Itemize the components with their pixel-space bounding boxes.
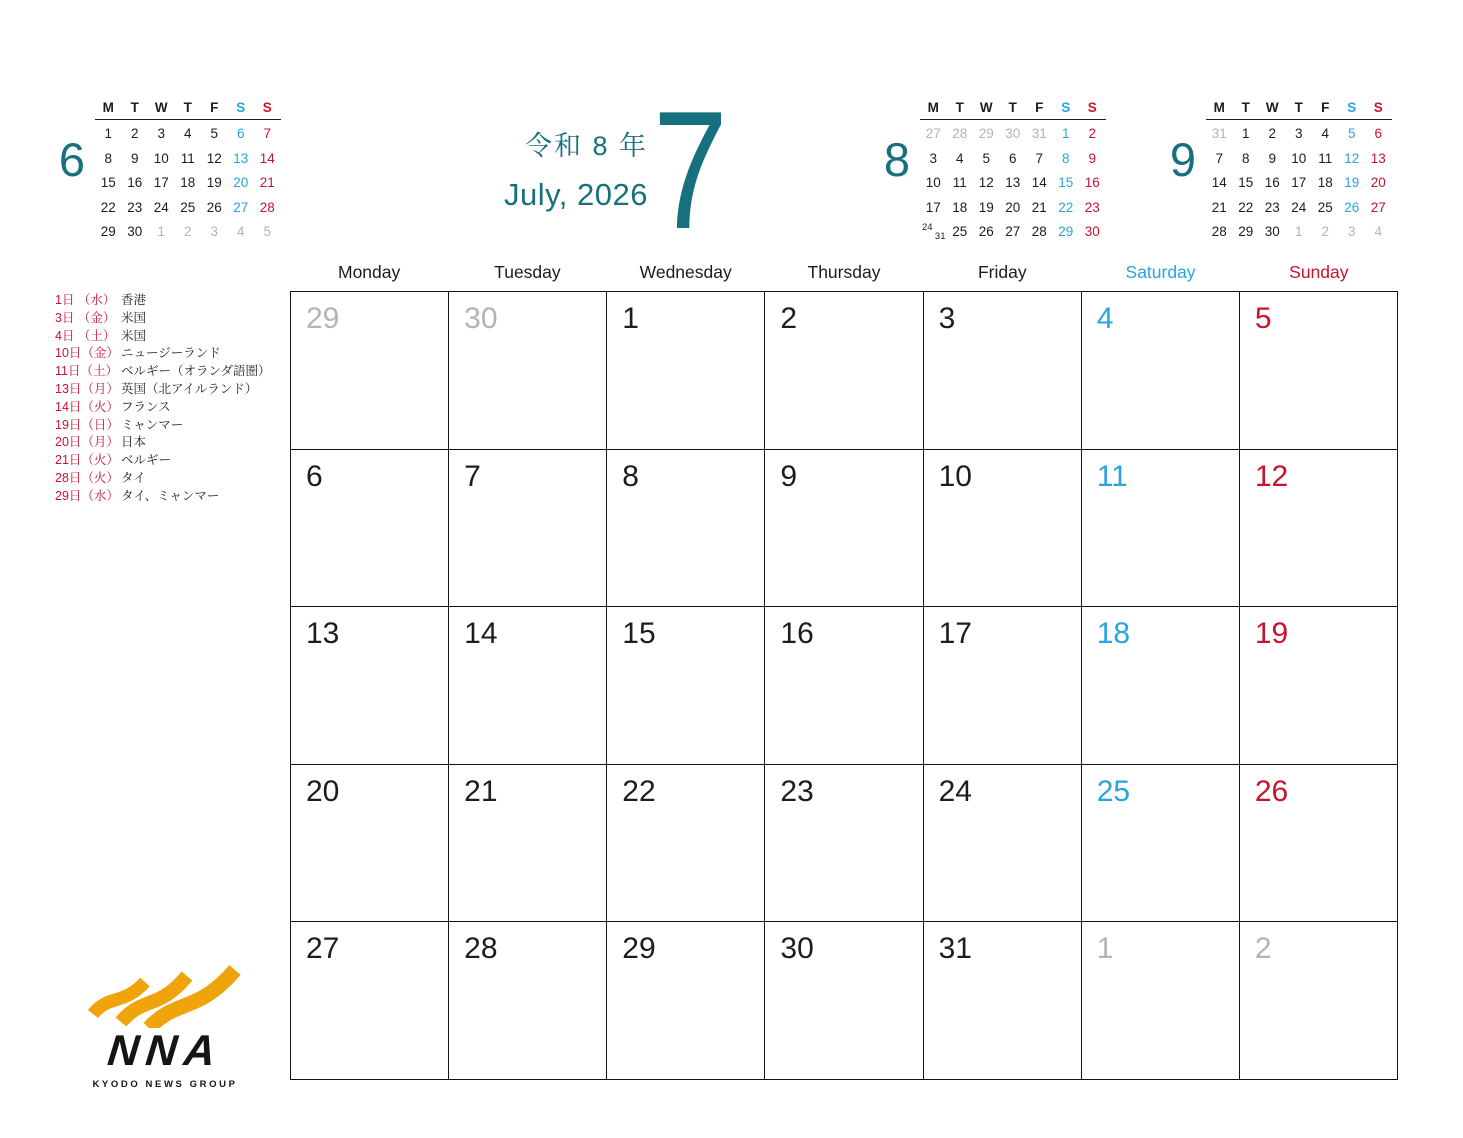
holiday-name: ベルギー（オランダ語圏）: [121, 364, 271, 379]
weekday-tuesday: Tuesday: [494, 262, 561, 282]
mini-day: 20: [233, 175, 249, 190]
mini-day: 3: [210, 224, 218, 239]
mini-day: 28: [259, 199, 275, 215]
day-number: 15: [622, 617, 656, 651]
day-number: 4: [1096, 302, 1114, 335]
day-cell: [291, 450, 449, 608]
mini-day: 25: [180, 199, 196, 215]
mini-day: 3: [1347, 224, 1356, 239]
calendar-grid: [290, 291, 1398, 1080]
holiday-item: [55, 328, 271, 346]
mini-weekday-row: [920, 98, 1106, 120]
holiday-date: 14日（火）: [55, 399, 119, 414]
mini-weekday-F: F: [210, 100, 219, 115]
day-number: 24: [938, 774, 972, 808]
mini-day: 16: [1264, 175, 1280, 190]
mini-week-row: [1206, 196, 1392, 221]
mini-day: 9: [1088, 150, 1096, 166]
day-cell: [924, 450, 1082, 608]
day-cell: [1240, 765, 1398, 923]
day-cell: [1082, 450, 1240, 608]
day-cell: [449, 765, 607, 923]
day-number: 8: [622, 459, 639, 493]
day-number: 11: [1096, 459, 1128, 493]
mini-day: 12: [978, 175, 994, 190]
mini-day: 30: [1005, 126, 1021, 141]
mini-day: 5: [210, 126, 218, 141]
mini-day: 29: [1058, 224, 1074, 239]
weekday-thursday: Thursday: [807, 262, 881, 282]
mini-week-row: [1206, 147, 1392, 172]
day-number: 23: [780, 774, 814, 808]
mini-day: 1: [104, 126, 112, 141]
day-cell: [1240, 922, 1398, 1080]
mini-day-bottom: 31: [934, 231, 946, 242]
day-cell: [1240, 292, 1398, 450]
mini-day: 13: [1370, 150, 1386, 166]
day-cell: [1082, 922, 1240, 1080]
mini-weekday-F: F: [1035, 100, 1044, 115]
mini-day: 15: [1058, 175, 1074, 190]
day-number: 16: [780, 617, 814, 651]
day-number: 3: [938, 302, 956, 335]
day-number: 22: [622, 774, 656, 808]
holiday-date: 4日 （土）: [55, 328, 116, 343]
weekday-friday: Friday: [977, 262, 1027, 282]
day-number: 30: [780, 932, 814, 966]
weekday-sunday: Sunday: [1289, 262, 1349, 282]
mini-day: 22: [100, 199, 116, 215]
day-cell: [449, 450, 607, 608]
holiday-name: 日本: [121, 435, 147, 450]
day-cell: [765, 607, 923, 765]
day-cell: [607, 922, 765, 1080]
mini-week-row: [95, 220, 281, 245]
mini-weekday-T: T: [955, 100, 964, 115]
day-number: 14: [464, 617, 498, 651]
holiday-name: 英国（北アイルランド）: [121, 381, 258, 396]
day-cell: [607, 292, 765, 450]
mini-week-row: [920, 171, 1106, 196]
mini-day: 27: [1005, 224, 1021, 239]
mini-day: 27: [233, 199, 249, 215]
holiday-item: [55, 292, 271, 310]
mini-day: 21: [259, 175, 275, 190]
mini-day: 30: [127, 224, 143, 239]
day-number: 29: [622, 932, 656, 966]
mini-month-label-september: 9: [1169, 133, 1197, 186]
mini-day: 18: [952, 199, 968, 215]
day-cell: [449, 292, 607, 450]
mini-day: 28: [1031, 224, 1047, 239]
day-cell: [1082, 765, 1240, 923]
mini-day: 20: [1005, 199, 1021, 215]
mini-week-row: [920, 220, 1106, 245]
big-month-number: 7: [653, 76, 728, 264]
mini-day: 14: [259, 150, 275, 166]
holiday-list: [55, 292, 271, 506]
holiday-item: [55, 417, 271, 435]
mini-day: 20: [1370, 175, 1386, 190]
mini-day: 3: [929, 150, 937, 166]
mini-day: 27: [1370, 199, 1386, 215]
holiday-item: [55, 452, 271, 470]
mini-week-row: [1206, 220, 1392, 245]
mini-day: 10: [153, 150, 169, 166]
holiday-name: ニュージーランド: [121, 346, 221, 361]
mini-day: 28: [952, 126, 968, 141]
month-name-label: July, 2026: [503, 177, 648, 212]
mini-day: 30: [1084, 224, 1100, 239]
mini-day: 19: [206, 175, 222, 190]
mini-day: 2: [1088, 126, 1096, 141]
holiday-date: 11日（土）: [55, 364, 118, 379]
mini-day: 17: [925, 199, 941, 215]
mini-weekday-W: W: [979, 100, 993, 115]
holiday-name: 米国: [121, 328, 147, 343]
mini-day: 4: [183, 126, 192, 141]
holiday-date: 29日（水）: [55, 488, 119, 503]
day-cell: [291, 607, 449, 765]
day-number: 30: [464, 302, 498, 335]
mini-day: 18: [1317, 175, 1333, 190]
mini-day: [920, 220, 947, 245]
mini-day: 17: [153, 175, 169, 190]
day-number: 26: [1254, 774, 1289, 808]
day-number: 20: [306, 774, 340, 808]
day-number: 2: [780, 302, 798, 335]
mini-day: 1: [157, 224, 165, 239]
holiday-item: [55, 488, 271, 506]
mini-day: 4: [1321, 126, 1329, 141]
mini-week-row: [920, 122, 1106, 147]
holiday-date: 19日（日）: [55, 417, 119, 432]
day-number: 1: [622, 302, 639, 335]
mini-day: 22: [1238, 199, 1254, 215]
mini-weekday-W: W: [154, 100, 168, 115]
day-number: 13: [306, 617, 340, 651]
holiday-date: 21日（火）: [55, 453, 119, 468]
mini-day: 5: [982, 150, 990, 166]
mini-day: 16: [1084, 175, 1100, 190]
nna-swoosh-icon: [85, 956, 245, 1028]
day-cell: [1240, 450, 1398, 608]
day-number: 5: [1254, 302, 1272, 335]
holiday-item: [55, 310, 271, 328]
mini-week-row: [1206, 122, 1392, 147]
mini-month-label-june: 6: [58, 133, 86, 186]
holiday-name: 米国: [121, 310, 147, 325]
mini-weekday-T: T: [1008, 100, 1017, 115]
mini-week-row: [95, 122, 281, 147]
holiday-date: 28日（火）: [55, 470, 119, 485]
day-cell: [924, 765, 1082, 923]
day-cell: [449, 922, 607, 1080]
mini-weekday-T: T: [183, 100, 192, 115]
mini-day: 6: [1374, 126, 1382, 141]
mini-day: 1: [1294, 224, 1303, 239]
mini-day: 31: [1031, 126, 1047, 141]
nna-logo-text: NNA: [105, 1027, 225, 1075]
era-year-label: 令和 8 年: [524, 131, 648, 161]
mini-weekday-S: S: [236, 100, 246, 115]
mini-day: 3: [1294, 126, 1303, 141]
day-number: 9: [780, 459, 798, 493]
mini-weekday-S: S: [1347, 100, 1357, 115]
mini-weekday-S: S: [1087, 100, 1097, 115]
day-cell: [1082, 292, 1240, 450]
mini-month-label-august: 8: [883, 133, 911, 186]
mini-day: 4: [955, 150, 964, 166]
day-number: 31: [938, 932, 972, 966]
mini-day: 7: [1035, 150, 1043, 166]
holiday-item: [55, 434, 271, 452]
mini-day: 1: [1241, 126, 1250, 141]
mini-day: 8: [1241, 150, 1250, 166]
mini-day: 11: [1318, 150, 1333, 166]
mini-day: 21: [1031, 199, 1047, 215]
mini-day: 5: [1347, 126, 1356, 141]
weekday-wednesday: Wednesday: [639, 262, 732, 282]
mini-day: 28: [1211, 224, 1227, 239]
mini-day: 22: [1058, 199, 1074, 215]
holiday-date: 13日（月）: [55, 381, 119, 396]
weekday-header-row: [290, 262, 1398, 283]
kyodo-news-group-label: KYODO NEWS GROUP: [92, 1079, 238, 1090]
day-number: 29: [306, 302, 340, 335]
day-cell: [924, 607, 1082, 765]
mini-day: 14: [1031, 175, 1047, 190]
mini-weekday-S: S: [1373, 100, 1383, 115]
mini-day: 23: [1084, 199, 1100, 215]
day-number: 28: [464, 932, 498, 966]
mini-week-row: [1206, 171, 1392, 196]
mini-grid-august: [920, 98, 1106, 245]
mini-day: 4: [1374, 224, 1382, 239]
mini-day: 9: [1268, 150, 1276, 166]
mini-weekday-T: T: [1241, 100, 1250, 115]
mini-week-row: [95, 196, 281, 221]
mini-weekday-S: S: [262, 100, 272, 115]
mini-weekday-T: T: [1294, 100, 1303, 115]
holiday-name: タイ: [121, 470, 146, 485]
mini-week-row: [920, 147, 1106, 172]
mini-grid-june: [95, 98, 281, 245]
mini-day: 18: [180, 175, 196, 190]
day-number: 17: [938, 617, 972, 651]
day-cell: [765, 292, 923, 450]
day-number: 27: [306, 932, 340, 966]
weekday-monday: Monday: [338, 262, 401, 282]
mini-day: 2: [130, 126, 139, 141]
day-cell: [1240, 607, 1398, 765]
mini-day: 2: [183, 224, 192, 239]
day-number: 21: [464, 774, 498, 808]
mini-day: 29: [978, 126, 994, 141]
mini-day: 29: [100, 224, 116, 239]
mini-day: 24: [153, 199, 169, 215]
day-cell: [449, 607, 607, 765]
day-number: 1: [1096, 932, 1114, 966]
mini-day: 8: [104, 150, 112, 166]
holiday-name: 香港: [121, 293, 147, 307]
holiday-item: [55, 399, 271, 417]
day-number: 2: [1254, 932, 1272, 966]
mini-day: 6: [1008, 150, 1017, 166]
mini-weekday-row: [1206, 98, 1392, 120]
title-block: [430, 124, 648, 213]
mini-weekday-M: M: [102, 100, 114, 115]
mini-weekday-W: W: [1265, 100, 1279, 115]
mini-day: 19: [1344, 175, 1360, 190]
mini-day: 26: [978, 224, 994, 239]
day-number: 19: [1254, 617, 1289, 651]
day-cell: [765, 922, 923, 1080]
mini-day: 21: [1211, 199, 1227, 215]
holiday-item: [55, 381, 271, 399]
holiday-date: 3日 （金）: [55, 310, 116, 325]
mini-day: 13: [1005, 175, 1021, 190]
mini-day: 4: [236, 224, 245, 239]
mini-day: 30: [1264, 224, 1280, 239]
mini-week-row: [95, 147, 281, 172]
mini-day: 2: [1268, 126, 1276, 141]
day-number: 12: [1254, 459, 1289, 493]
weekday-saturday: Saturday: [1125, 262, 1196, 282]
mini-day: 8: [1061, 150, 1070, 166]
mini-day: 27: [925, 126, 941, 141]
mini-day: 23: [127, 199, 143, 215]
holiday-name: タイ、ミャンマー: [121, 488, 220, 503]
day-cell: [924, 922, 1082, 1080]
mini-day: 9: [130, 150, 139, 166]
mini-weekday-T: T: [130, 100, 139, 115]
mini-day: 11: [952, 175, 967, 190]
mini-day: 2: [1321, 224, 1329, 239]
mini-day: 1: [1061, 126, 1070, 141]
nna-logo: [84, 956, 246, 1090]
mini-weekday-row: [95, 98, 281, 120]
mini-day: 11: [180, 150, 195, 166]
mini-day: 29: [1238, 224, 1254, 239]
holiday-date: 20日（月）: [55, 435, 119, 450]
mini-day: 13: [233, 150, 249, 166]
mini-day: 12: [1344, 150, 1360, 166]
day-cell: [291, 922, 449, 1080]
day-number: 18: [1096, 617, 1131, 651]
mini-day: 19: [978, 199, 994, 215]
day-cell: [291, 765, 449, 923]
holiday-date: 1日 （水）: [55, 293, 116, 307]
day-cell: [1082, 607, 1240, 765]
mini-day: 7: [1215, 150, 1223, 166]
mini-day: 12: [206, 150, 222, 166]
mini-day: 15: [1238, 175, 1254, 190]
mini-day: 10: [1291, 150, 1307, 166]
mini-day: 3: [157, 126, 165, 141]
day-number: 7: [464, 459, 481, 493]
day-cell: [291, 292, 449, 450]
mini-day: 24: [1291, 199, 1307, 215]
day-cell: [924, 292, 1082, 450]
mini-day: 31: [1211, 126, 1227, 141]
holiday-item: [55, 363, 271, 381]
day-cell: [607, 450, 765, 608]
mini-day: 23: [1264, 199, 1280, 215]
mini-week-row: [920, 196, 1106, 221]
mini-day: 5: [263, 224, 271, 239]
mini-day: 6: [236, 126, 245, 141]
mini-weekday-S: S: [1061, 100, 1071, 115]
mini-weekday-F: F: [1321, 100, 1330, 115]
day-cell: [765, 765, 923, 923]
mini-day: 26: [206, 199, 222, 215]
holiday-name: ベルギー: [121, 453, 172, 468]
mini-weekday-M: M: [1213, 100, 1225, 115]
day-number: 25: [1096, 774, 1131, 808]
mini-day: 25: [1317, 199, 1333, 215]
day-number: 6: [306, 459, 323, 493]
mini-week-row: [95, 171, 281, 196]
mini-day: 14: [1211, 175, 1227, 190]
mini-day: 10: [925, 175, 941, 190]
day-number: 10: [938, 459, 972, 493]
holiday-item: [55, 345, 271, 363]
day-cell: [607, 765, 765, 923]
day-cell: [607, 607, 765, 765]
holiday-item: [55, 470, 271, 488]
mini-day: 25: [952, 224, 968, 239]
mini-day: 16: [127, 175, 143, 190]
holiday-date: 10日（金）: [55, 346, 119, 361]
mini-weekday-M: M: [927, 100, 939, 115]
day-cell: [765, 450, 923, 608]
holiday-name: フランス: [121, 399, 171, 414]
mini-day-top: 24: [922, 222, 933, 233]
mini-day: 17: [1291, 175, 1307, 190]
mini-day: 15: [100, 175, 116, 190]
mini-grid-september: [1206, 98, 1392, 245]
holiday-name: ミャンマー: [121, 417, 184, 432]
mini-day: 26: [1344, 199, 1360, 215]
mini-day: 7: [263, 126, 271, 141]
